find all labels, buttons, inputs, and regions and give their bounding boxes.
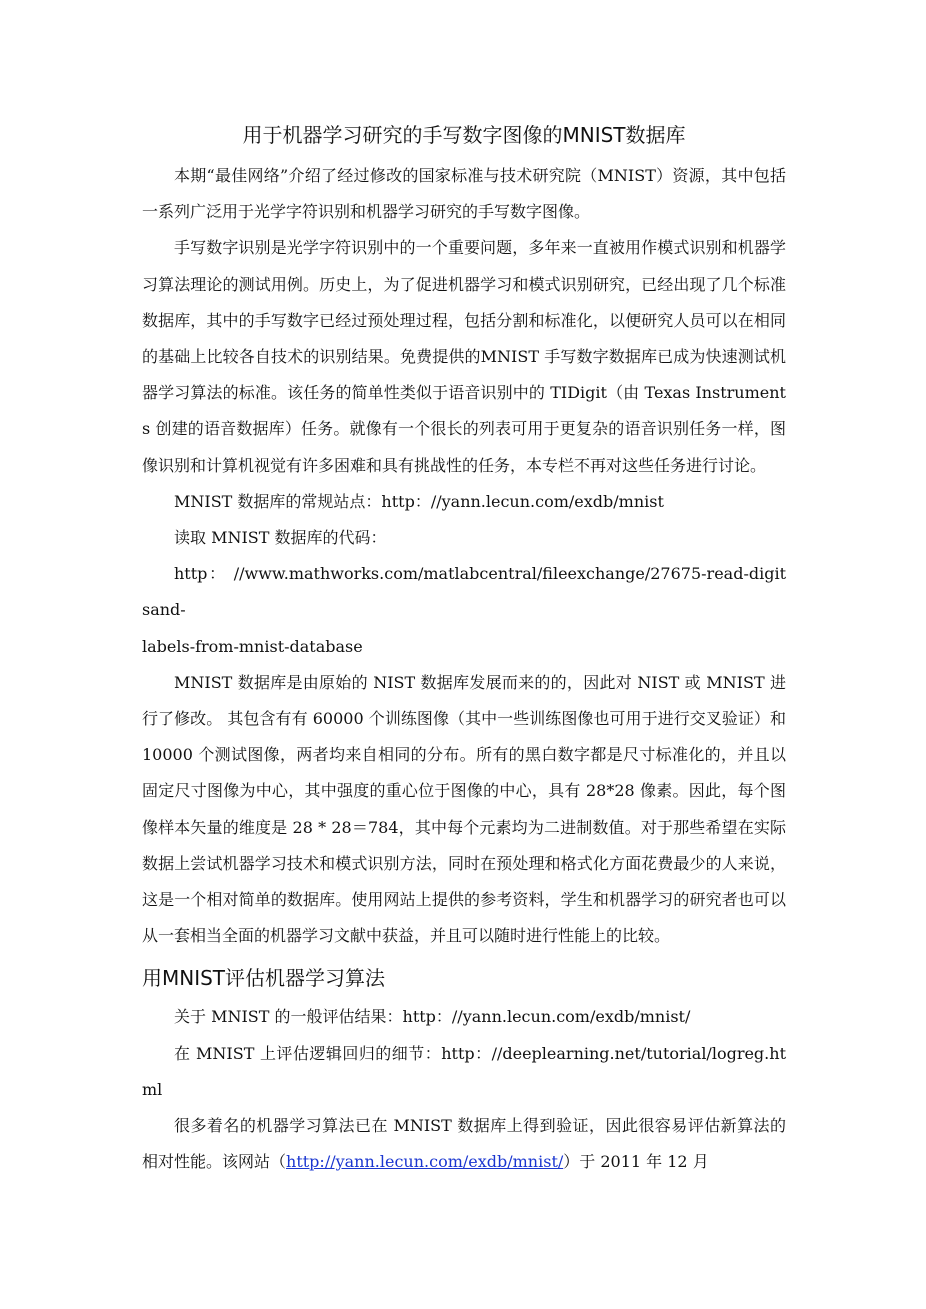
algorithms-text-after: ）于 2011 年 12 月 (563, 1152, 709, 1172)
logreg-details-line: 在 MNIST 上评估逻辑回归的细节：http：//deeplearning.net/tutorial/logreg.html (142, 1043, 786, 1099)
algorithms-paragraph (142, 1108, 786, 1180)
algorithms-text-before: 很多着名的机器学习算法已在 MNIST 数据库上得到验证，因此很容易评估新算法的相对性能。该网站（ (142, 1116, 786, 1172)
mnist-website-link[interactable]: http://yann.lecun.com/exdb/mnist/ (286, 1152, 564, 1172)
code-url-line-1: http： //www.mathworks.com/matlabcentral/fileexchange/27675-read-digitsand- (142, 564, 787, 620)
dataset-description-paragraph: MNIST 数据库是由原始的 NIST 数据库发展而来的的，因此对 NIST 或 MNIST 进行了修改。 其包含有有 60000 个训练图像（其中一些训练图像也可用于进行交叉验证）和 10000 个测试图像，两者均来自相同的分布。所有的黑白数字都是尺寸标准化的，并且以固定尺寸图像为中心，其中强度的重心位于图像的中心，具有 28*28 像素。因此，每个图像样本矢量的维度是 28 * 28＝784，其中每个元素均为二进制数值。对于那些希望在实际数据上尝试机器学习技术和模式识别方法，同时在预处理和格式化方面花费最少的人来说，这是一个相对简单的数据库。使用网站上提供的参考资料，学生和机器学习的研究者也可以从一套相当全面的机器学习文献中获益，并且可以随时进行性能上的比较。 (142, 672, 786, 946)
mnist-site-line: MNIST 数据库的常规站点：http：//yann.lecun.com/exdb/mnist (174, 491, 664, 511)
code-heading-line: 读取 MNIST 数据库的代码： (174, 528, 387, 548)
code-url-line-2: labels-from-mnist-database (142, 636, 363, 656)
background-paragraph: 手写数字识别是光学字符识别中的一个重要问题，多年来一直被用作模式识别和机器学习算法理论的测试用例。历史上，为了促进机器学习和模式识别研究，已经出现了几个标准数据库，其中的手写数字已经过预处理过程，包括分割和标准化，以便研究人员可以在相同的基础上比较各自技术的识别结果。免费提供的MNIST 手写数字数据库已成为快速测试机器学习算法的标准。该任务的简单性类似于语音识别中的 TIDigit（由 Texas Instruments 创建的语音数据库）任务。就像有一个很长的列表可用于更复杂的语音识别任务一样，图像识别和计算机视觉有许多困难和具有挑战性的任务，本专栏不再对这些任务进行讨论。 (142, 238, 786, 475)
document-title: 用于机器学习研究的手写数字图像的MNIST数据库 (242, 123, 686, 147)
intro-paragraph: 本期“最佳网络”介绍了经过修改的国家标准与技术研究院（MNIST）资源，其中包括一系列广泛用于光学字符识别和机器学习研究的手写数字图像。 (142, 166, 786, 222)
evaluation-results-line: 关于 MNIST 的一般评估结果：http：//yann.lecun.com/exdb/mnist/ (174, 1007, 691, 1027)
document-body (142, 112, 786, 1180)
section-heading: 用MNIST评估机器学习算法 (142, 966, 386, 991)
